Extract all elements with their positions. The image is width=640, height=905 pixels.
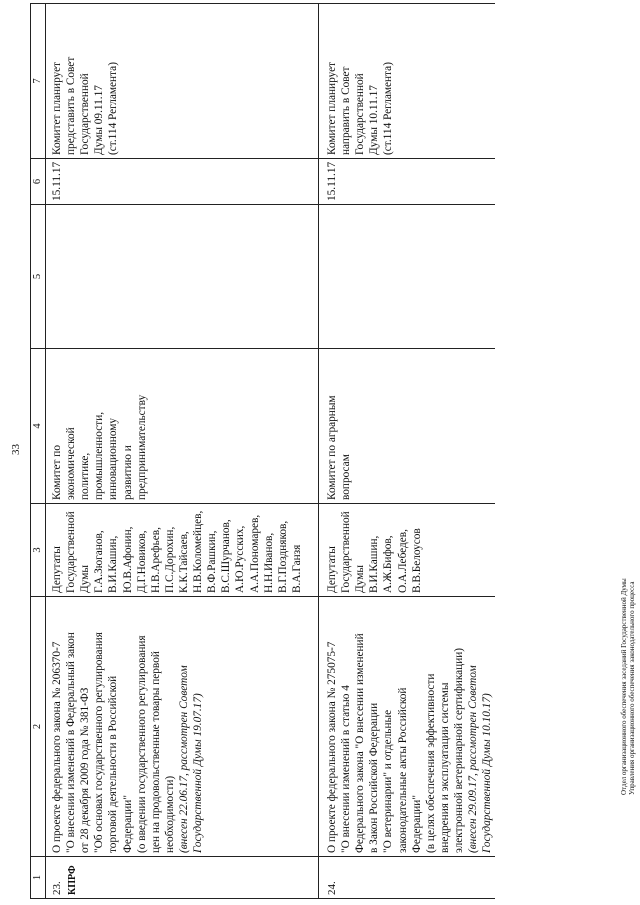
text-line: Государственной (354, 73, 367, 155)
text-line: Федерального закона "О внесении изменений (354, 633, 367, 853)
text-line: (ст.114 Регламента) (107, 62, 120, 155)
text-line: А.А.Пономарев, (248, 514, 261, 593)
text-line: Думы (354, 565, 367, 593)
row-number: 24. (325, 881, 338, 895)
text-line: Н.В.Коломейцев, (192, 510, 205, 593)
date-cell: 15.11.17 (318, 159, 495, 205)
text-line: экономической (65, 427, 78, 500)
footer-line: Отдел организационного обеспечения заседаний Государственной Думы (620, 578, 628, 795)
text-line: В.И.Кашин, (368, 535, 381, 593)
text-line: Комитет планирует (51, 61, 63, 155)
page-number: 33 (10, 444, 22, 455)
row-number-cell (318, 857, 495, 899)
text-line: развитию и (121, 445, 134, 500)
text-line: Г.А.Зюганов, (93, 530, 106, 593)
text-line: промышленности, (93, 411, 106, 500)
bill-description-cell (318, 597, 495, 857)
text-line: цен на продовольственные товары первой (149, 651, 162, 853)
text-line: О.А.Лебедев, (396, 529, 409, 593)
text-line: представить в Совет (65, 56, 78, 155)
table-row (318, 4, 495, 899)
text-line: электронной ветеринарной сертификации) (452, 647, 465, 853)
text-line: А.Ю.Русских, (234, 525, 247, 593)
text-line: (ст.114 Регламента) (382, 62, 395, 155)
text-line: В.А.Ганзя (290, 544, 303, 593)
date-cell: 15.11.17 (46, 159, 319, 205)
text-line: (внесен 29.09.17, рассмотрен Советом (467, 665, 480, 853)
column-header: 5 (31, 205, 46, 349)
text-line: "Об основах государственного регулирования (93, 632, 106, 853)
column-header: 4 (31, 349, 46, 504)
text-line: необходимости) (163, 775, 176, 853)
text-line: (о введении государственного регулирования (135, 635, 148, 853)
text-line: Федерации" (410, 795, 423, 853)
text-line: Думы (79, 565, 92, 593)
text-line: "О ветеринарии" и отдельные (382, 709, 395, 853)
plan-cell (46, 4, 319, 159)
table-row (46, 4, 319, 899)
text-line: К.К.Тайсаев, (177, 531, 190, 593)
faction-label: КПРФ (66, 865, 78, 895)
row-number-cell (46, 857, 319, 899)
bill-description-cell (46, 597, 319, 857)
column-header: 1 (31, 857, 46, 899)
text-line: В.Г.Поздняков, (276, 520, 289, 593)
footer-line: Управления организационного обеспечения законодательного процесса (628, 581, 637, 795)
text-line: вопросам (340, 454, 353, 500)
text-line: направить в Совет (340, 66, 353, 155)
text-line: "О внесении изменений в Федеральный закон (65, 632, 78, 853)
text-line: Комитет по (51, 444, 63, 500)
column-header: 2 (31, 597, 46, 857)
text-line: Депутаты (51, 546, 63, 593)
text-line: Н.В.Арефьев, (149, 527, 162, 593)
initiators-cell (46, 504, 319, 597)
text-line: В.Ф.Рашкин, (206, 530, 219, 593)
text-line: Государственной (65, 511, 78, 593)
text-line: В.С.Шурчанов, (220, 519, 233, 593)
text-line: Комитет планирует (325, 61, 338, 155)
column5-cell (318, 205, 495, 349)
text-line: О проекте федерального закона № 275075-7 (325, 641, 338, 853)
committee-cell (318, 349, 495, 504)
text-line: В.И.Кашин, (107, 535, 120, 593)
text-line: Ю.В.Афонин, (121, 526, 134, 593)
text-line: Государственной (79, 73, 92, 155)
text-line: Н.Н.Иванов, (262, 532, 275, 593)
column5-cell (46, 205, 319, 349)
text-line: Государственной Думы 19.07.17) (192, 693, 205, 853)
text-line: торговой деятельности в Российской (107, 675, 120, 853)
row-number: 23. (51, 881, 63, 895)
column-header: 7 (31, 4, 46, 159)
initiators-cell (318, 504, 495, 597)
column-header: 3 (31, 504, 46, 597)
text-line: Депутаты (325, 546, 338, 593)
column-number-row (31, 4, 46, 899)
text-line: Государственной (340, 511, 353, 593)
text-line: Комитет по аграрным (325, 395, 338, 500)
text-line: инновационному (107, 417, 120, 500)
text-line: (в целях обеспечения эффективности (424, 673, 437, 853)
bills-table (30, 3, 495, 899)
text-line: В.В.Белоусов (410, 528, 423, 593)
column-header: 6 (31, 159, 46, 205)
text-line: Государственной Думы 10.10.17) (481, 693, 494, 853)
text-line: законодательные акты Российской (396, 687, 409, 853)
committee-cell (46, 349, 319, 504)
text-line: предпринимательству (135, 394, 148, 500)
text-line: П.С.Дорохин, (163, 526, 176, 593)
text-line: внедрения и эксплуатации системы (438, 682, 451, 853)
text-line: О проекте федерального закона № 206370-7 (51, 641, 63, 853)
text-line: Д.Г.Новиков, (135, 530, 148, 593)
text-line: (внесен 22.06.17, рассмотрен Советом (177, 665, 190, 853)
text-line: Федерации" (121, 795, 134, 853)
text-line: в Закон Российской Федерации (368, 702, 381, 853)
text-line: политике, (79, 452, 92, 500)
text-line: от 28 декабря 2009 года № 381-ФЗ (79, 687, 92, 853)
text-line: А.Ж.Бифов, (382, 535, 395, 593)
text-line: Думы 09.11.17 (93, 85, 106, 155)
text-line: Думы 10.11.17 (368, 85, 381, 155)
text-line: "О внесении изменений в статью 4 (340, 685, 353, 853)
footer-note (620, 578, 636, 795)
plan-cell (318, 4, 495, 159)
